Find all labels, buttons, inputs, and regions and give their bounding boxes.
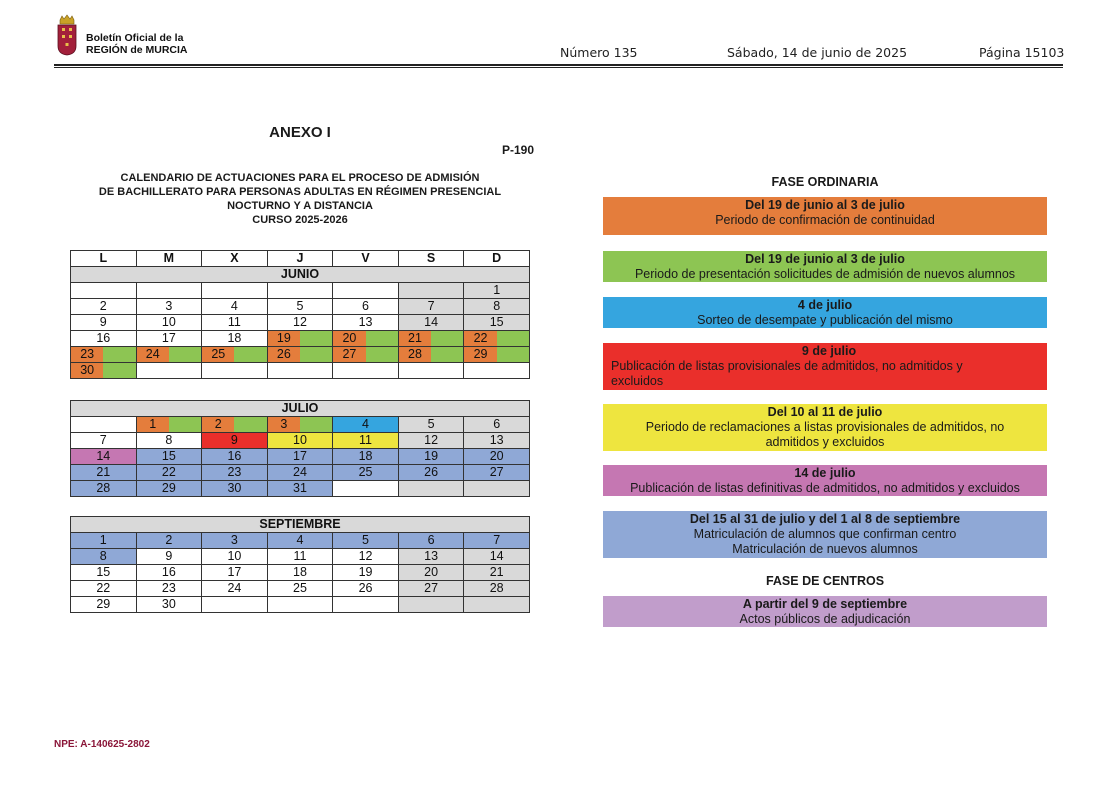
legend-item-title: A partir del 9 de septiembre [742,597,908,611]
day-cell [136,347,202,363]
legend-item-description: admitidos y excluidos [765,435,885,449]
day-cell [398,363,464,379]
day-cell [267,347,333,363]
weekday-header: S [398,251,464,267]
legend-item-description: Periodo de presentación solicitudes de admisión de nuevos alumnos [634,267,1016,281]
day-secondary-marker [497,331,529,346]
day-cell [333,283,399,299]
legend-item-description: Periodo de reclamaciones a listas provisionales de admitidos, no [645,420,1005,434]
day-cell [333,347,399,363]
day-secondary-marker [366,347,398,362]
week-row [71,363,530,379]
legend-item [603,465,1047,496]
day-cell: 17 [136,331,202,347]
day-number: 24 [137,347,169,362]
day-cell [202,363,268,379]
legend-item-title: 14 de julio [794,466,856,480]
day-cell: 13 [398,549,464,565]
day-cell: 3 [136,299,202,315]
day-cell [464,481,530,497]
legend-item [603,343,1047,390]
day-cell: 10 [202,549,268,565]
day-number: 28 [399,347,431,362]
calendar-title-line: CALENDARIO DE ACTUACIONES PARA EL PROCESO DE ADMISIÓN [120,172,480,184]
day-cell: 16 [71,331,137,347]
day-cell: 20 [464,449,530,465]
legend-item-description: Matriculación de nuevos alumnos [732,542,918,556]
day-number: 1 [137,417,169,432]
day-cell [398,481,464,497]
day-cell [398,597,464,613]
day-cell [398,347,464,363]
week-row [71,597,530,613]
issue-date: Sábado, 14 de junio de 2025 [727,45,908,60]
calendar-title-line: DE BACHILLERATO PARA PERSONAS ADULTAS EN RÉGIMEN PRESENCIAL [98,186,502,198]
day-cell: 1 [71,533,137,549]
week-row [71,449,530,465]
day-secondary-marker [103,363,135,378]
week-row [71,283,530,299]
day-cell [267,363,333,379]
day-cell: 16 [202,449,268,465]
day-number: 25 [202,347,234,362]
day-secondary-marker [300,347,332,362]
day-cell [202,597,268,613]
day-cell: 17 [267,449,333,465]
day-number: 22 [464,331,496,346]
day-number: 3 [268,417,300,432]
day-cell [71,283,137,299]
day-cell [398,283,464,299]
day-cell: 1 [464,283,530,299]
legend-item [603,197,1047,235]
day-cell: 23 [136,581,202,597]
day-cell: 12 [398,433,464,449]
day-cell: 30 [136,597,202,613]
legend-item-description: Matriculación de alumnos que confirman centro [693,527,957,541]
day-cell: 10 [136,315,202,331]
legend-item-description: Periodo de confirmación de continuidad [715,213,935,227]
day-cell: 24 [267,465,333,481]
day-cell [464,597,530,613]
day-cell [267,417,333,433]
day-cell: 17 [202,565,268,581]
weekday-header: V [333,251,399,267]
day-secondary-marker [300,417,332,432]
day-cell: 10 [267,433,333,449]
day-cell: 28 [71,481,137,497]
day-cell: 15 [464,315,530,331]
day-cell [71,417,137,433]
weekday-header: L [71,251,137,267]
day-cell: 21 [71,465,137,481]
day-secondary-marker [431,347,463,362]
day-secondary-marker [497,347,529,362]
calendar-title [70,171,530,227]
day-number: 29 [464,347,496,362]
legend-item [603,251,1047,282]
day-cell [136,283,202,299]
week-row [71,433,530,449]
legend-item-description: Sorteo de desempate y publicación del mismo [697,313,953,327]
day-number: 30 [71,363,103,378]
day-cell: 11 [333,433,399,449]
day-cell: 3 [202,533,268,549]
day-cell: 9 [136,549,202,565]
legend-item-title: Del 15 al 31 de julio y del 1 al 8 de septiembre [689,512,961,526]
day-cell: 5 [267,299,333,315]
day-secondary-marker [366,331,398,346]
day-cell: 16 [136,565,202,581]
day-cell [333,331,399,347]
day-number: 26 [268,347,300,362]
week-row [71,581,530,597]
day-cell: 25 [267,581,333,597]
day-cell [333,481,399,497]
page-number: Página 15103 [979,45,1065,60]
calendar-junio [70,250,530,379]
day-cell: 7 [464,533,530,549]
day-cell: 14 [71,449,137,465]
legend-item-description: Publicación de listas definitivas de admitidos, no admitidos y excluidos [630,481,1020,495]
day-cell: 2 [71,299,137,315]
day-cell: 15 [136,449,202,465]
issue-number: Número 135 [560,45,638,60]
day-cell: 26 [333,581,399,597]
day-cell: 7 [398,299,464,315]
day-cell: 4 [333,417,399,433]
day-secondary-marker [169,417,201,432]
day-number: 21 [399,331,431,346]
calendar-title-line: CURSO 2025-2026 [252,214,348,226]
day-cell [136,417,202,433]
legend-item-description: Publicación de listas provisionales de admitidos, no admitidos y [611,359,963,373]
header-divider [54,64,1063,66]
calendar-septiembre [70,516,530,613]
day-cell: 12 [333,549,399,565]
day-secondary-marker [431,331,463,346]
day-cell: 4 [267,533,333,549]
day-cell: 8 [464,299,530,315]
week-row [71,331,530,347]
day-cell: 31 [267,481,333,497]
day-cell: 29 [136,481,202,497]
week-row [71,481,530,497]
day-cell: 19 [398,449,464,465]
month-header: JUNIO [71,267,530,283]
legend-item [603,511,1047,558]
day-cell [464,347,530,363]
day-cell: 26 [398,465,464,481]
region-murcia-crest-icon [56,14,78,56]
day-cell: 6 [333,299,399,315]
month-header: SEPTIEMBRE [71,517,530,533]
npe-code: NPE: A-140625-2802 [54,739,150,750]
weekday-header: X [202,251,268,267]
legend-item-description: excluidos [611,374,664,388]
weekday-header: D [464,251,530,267]
day-cell: 24 [202,581,268,597]
day-cell: 11 [202,315,268,331]
day-cell [267,283,333,299]
legend-item [603,596,1047,627]
day-cell: 18 [267,565,333,581]
day-cell: 13 [333,315,399,331]
weekday-header: J [267,251,333,267]
day-cell: 27 [464,465,530,481]
brand-line-1: Boletín Oficial de la [86,32,184,44]
day-cell: 23 [202,465,268,481]
day-cell: 9 [202,433,268,449]
day-cell [267,597,333,613]
day-cell: 8 [71,549,137,565]
day-cell: 25 [333,465,399,481]
week-row [71,549,530,565]
week-row [71,299,530,315]
day-cell: 30 [202,481,268,497]
day-cell [333,363,399,379]
annex-title: ANEXO I [269,124,331,141]
day-cell [71,363,137,379]
day-cell: 8 [136,433,202,449]
legend-item-title: Del 19 de junio al 3 de julio [745,252,905,266]
week-row [71,533,530,549]
day-cell: 29 [71,597,137,613]
day-cell: 18 [202,331,268,347]
day-number: 23 [71,347,103,362]
header-divider-thin [54,67,1063,68]
legend-item-title: 4 de julio [797,298,853,312]
week-row [71,347,530,363]
day-secondary-marker [103,347,135,362]
day-number: 19 [268,331,300,346]
day-cell: 6 [398,533,464,549]
day-cell: 27 [398,581,464,597]
day-cell [202,347,268,363]
weekday-header: M [136,251,202,267]
phase-ordinaria-heading: FASE ORDINARIA [771,175,879,189]
day-cell [71,347,137,363]
day-number: 27 [333,347,365,362]
day-cell: 9 [71,315,137,331]
day-number: 2 [202,417,234,432]
day-cell: 22 [71,581,137,597]
day-cell [202,417,268,433]
day-cell: 14 [398,315,464,331]
calendar-title-line: NOCTURNO Y A DISTANCIA [227,200,373,212]
procedure-code: P-190 [501,143,534,157]
day-cell: 15 [71,565,137,581]
month-header: JULIO [71,401,530,417]
week-row [71,565,530,581]
day-cell: 6 [464,417,530,433]
day-secondary-marker [300,331,332,346]
day-cell: 18 [333,449,399,465]
day-cell: 5 [333,533,399,549]
day-secondary-marker [234,347,266,362]
legend-item-title: Del 19 de junio al 3 de julio [745,198,905,212]
day-cell: 20 [398,565,464,581]
day-cell: 11 [267,549,333,565]
day-cell [398,331,464,347]
legend-item [603,404,1047,451]
day-cell [267,331,333,347]
week-row [71,465,530,481]
legend-item-title: Del 10 al 11 de julio [767,405,883,419]
day-cell: 28 [464,581,530,597]
day-cell: 14 [464,549,530,565]
day-cell: 21 [464,565,530,581]
legend-item [603,297,1047,328]
day-cell: 12 [267,315,333,331]
day-cell: 19 [333,565,399,581]
calendar-julio [70,400,530,497]
day-cell: 4 [202,299,268,315]
day-cell [136,363,202,379]
legend-item-description: Actos públicos de adjudicación [739,612,911,626]
day-cell: 13 [464,433,530,449]
legend-item-title: 9 de julio [801,344,857,358]
week-row [71,417,530,433]
day-number: 20 [333,331,365,346]
day-cell [464,331,530,347]
day-cell: 7 [71,433,137,449]
day-cell [464,363,530,379]
day-cell [202,283,268,299]
week-row [71,315,530,331]
day-secondary-marker [169,347,201,362]
brand-line-2: REGIÓN de MURCIA [86,44,188,56]
day-cell: 22 [136,465,202,481]
day-cell [333,597,399,613]
day-secondary-marker [234,417,266,432]
day-cell: 5 [398,417,464,433]
phase-centros-heading: FASE DE CENTROS [765,574,885,588]
day-cell: 2 [136,533,202,549]
